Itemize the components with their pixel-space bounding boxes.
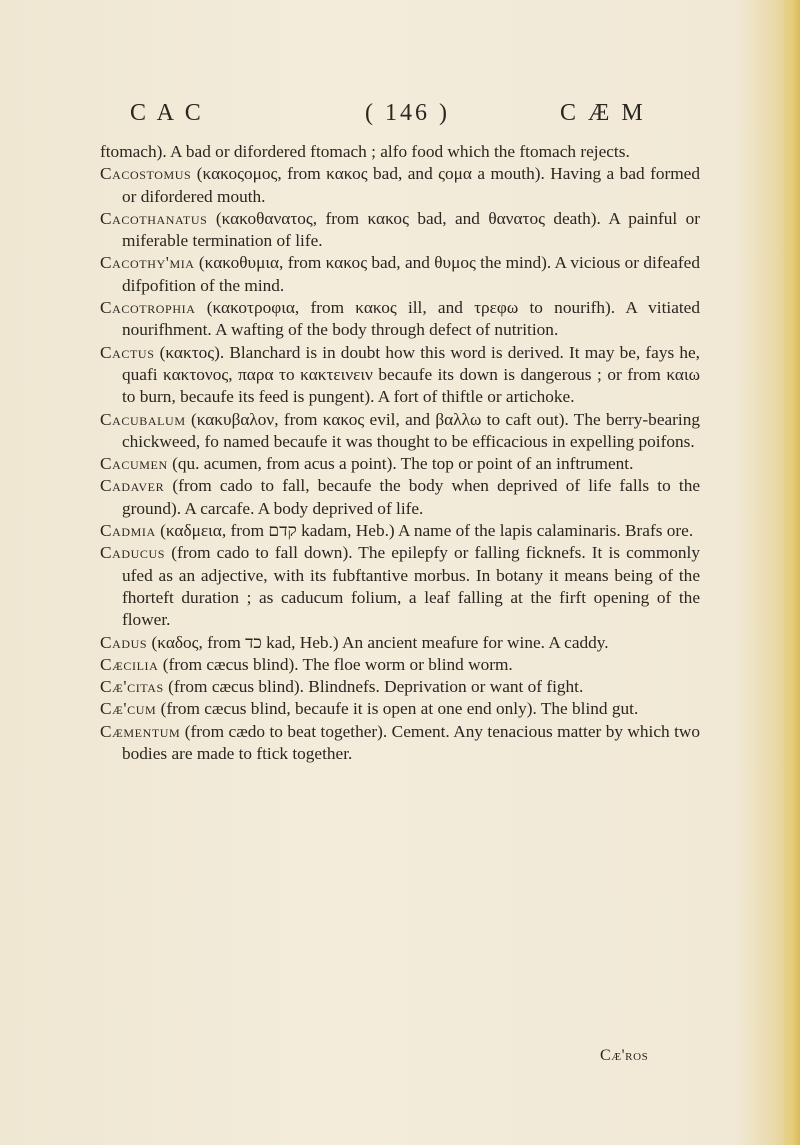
headword: Cacothy'mia [100, 253, 195, 273]
definition: (qu. acumen, from acus a point). The top or point of an inftrument. [172, 454, 634, 474]
definition: (κακοθυμια, from κακος bad, and θυμος the mind). A vicious or difeafed difpofition of the mind. [122, 253, 700, 295]
definition: (καδος, from כד kad, Heb.) An ancient meafure for wine. A caddy. [151, 632, 609, 652]
headword: Cadmia [100, 521, 156, 541]
entry-caecum [100, 698, 700, 720]
headword: Cacumen [100, 454, 168, 474]
entry-caecilia [100, 654, 700, 676]
entry-caducus [100, 542, 700, 631]
headword: Cacotrophia [100, 298, 196, 318]
definition: (from cæcus blind). The floe worm or blind worm. [162, 654, 513, 674]
headword: Cacothanatus [100, 208, 208, 228]
definition: (κακοθανατος, from κακος bad, and θανατος death). A painful or miferable termination of life. [122, 208, 700, 251]
headword: Cadus [100, 632, 148, 652]
page-edge-stain [782, 0, 800, 1145]
entry-cacostomus [100, 163, 700, 208]
entry-caementum [100, 721, 700, 766]
definition: (from cæcus blind, becaufe it is open at one end only). The blind gut. [160, 699, 639, 719]
entry-cacubalum [100, 409, 700, 454]
headword: Caducus [100, 543, 166, 563]
definition: (κακοςομος, from κακος bad, and ςομα a mouth). Having a bad formed or difordered mouth. [122, 164, 700, 206]
entry-cadaver [100, 475, 700, 520]
headword: Cactus [100, 342, 155, 362]
dictionary-text [100, 141, 700, 765]
entry-cadmia [100, 520, 700, 542]
continued-entry: ftomach). A bad or difordered ftomach ; alfo food which the ftomach rejects. [100, 142, 630, 161]
entry-cactus [100, 342, 700, 409]
entry-cacothymia [100, 252, 700, 297]
headword: Cacubalum [100, 409, 186, 429]
headword: Cadaver [100, 476, 165, 496]
entry-cacothanatus [100, 208, 700, 253]
header-right: C Æ M [560, 100, 646, 126]
definition: (from cæcus blind). Blindnefs. Deprivation or want of fight. [168, 677, 584, 697]
entry-caecitas [100, 676, 700, 698]
definition: (κακοτροφια, from κακος ill, and τρεφω to nourifh). A vitiated nourifhment. A wafting of the body through defect of nutrition. [122, 298, 700, 340]
definition: (κακτος). Blanchard is in doubt how this word is derived. It may be, fays he, quafi κακτονος, παρα το κακτεινειν becaufe its down is dangerous ; or from καιω to burn, becaufe its feed is pungent). A fort of thiftle or artichoke. [122, 342, 700, 407]
catchword: Cæ'ros [600, 1047, 649, 1064]
definition: (κακυβαλον, from κακος evil, and βαλλω to caft out). The berry-bearing chickweed, fo named becaufe it was thought to be efficacious in expelling poifons. [122, 409, 700, 451]
definition: (from cado to fall, becaufe the body when deprived of life falls to the ground). A carcafe. A body deprived of life. [122, 476, 701, 518]
page-number: ( 146 ) [365, 100, 450, 126]
definition: (from cado to fall down). The epilepfy or falling ficknefs. It is commonly ufed as an adjective, with its fubftantive morbus. In botany it means being of the fhorteft duration ; as caducum folium, a leaf falling at the firft opening of the flower. [122, 543, 700, 630]
entry-cacotrophia [100, 297, 700, 342]
definition: (καδμεια, from קדם kadam, Heb.) A name of the lapis calaminaris. Brafs ore. [160, 521, 694, 541]
header-left: C A C [130, 100, 204, 126]
running-header [130, 100, 690, 134]
entry-cacumen [100, 453, 700, 475]
headword: Cæmentum [100, 721, 181, 741]
headword: Cacostomus [100, 164, 192, 184]
headword: Cæ'citas [100, 677, 164, 697]
headword: Cæ'cum [100, 699, 157, 719]
definition: (from cædo to beat together). Cement. Any tenacious matter by which two bodies are made to ftick together. [122, 721, 700, 764]
headword: Cæcilia [100, 654, 159, 674]
entry-cadus [100, 632, 700, 654]
